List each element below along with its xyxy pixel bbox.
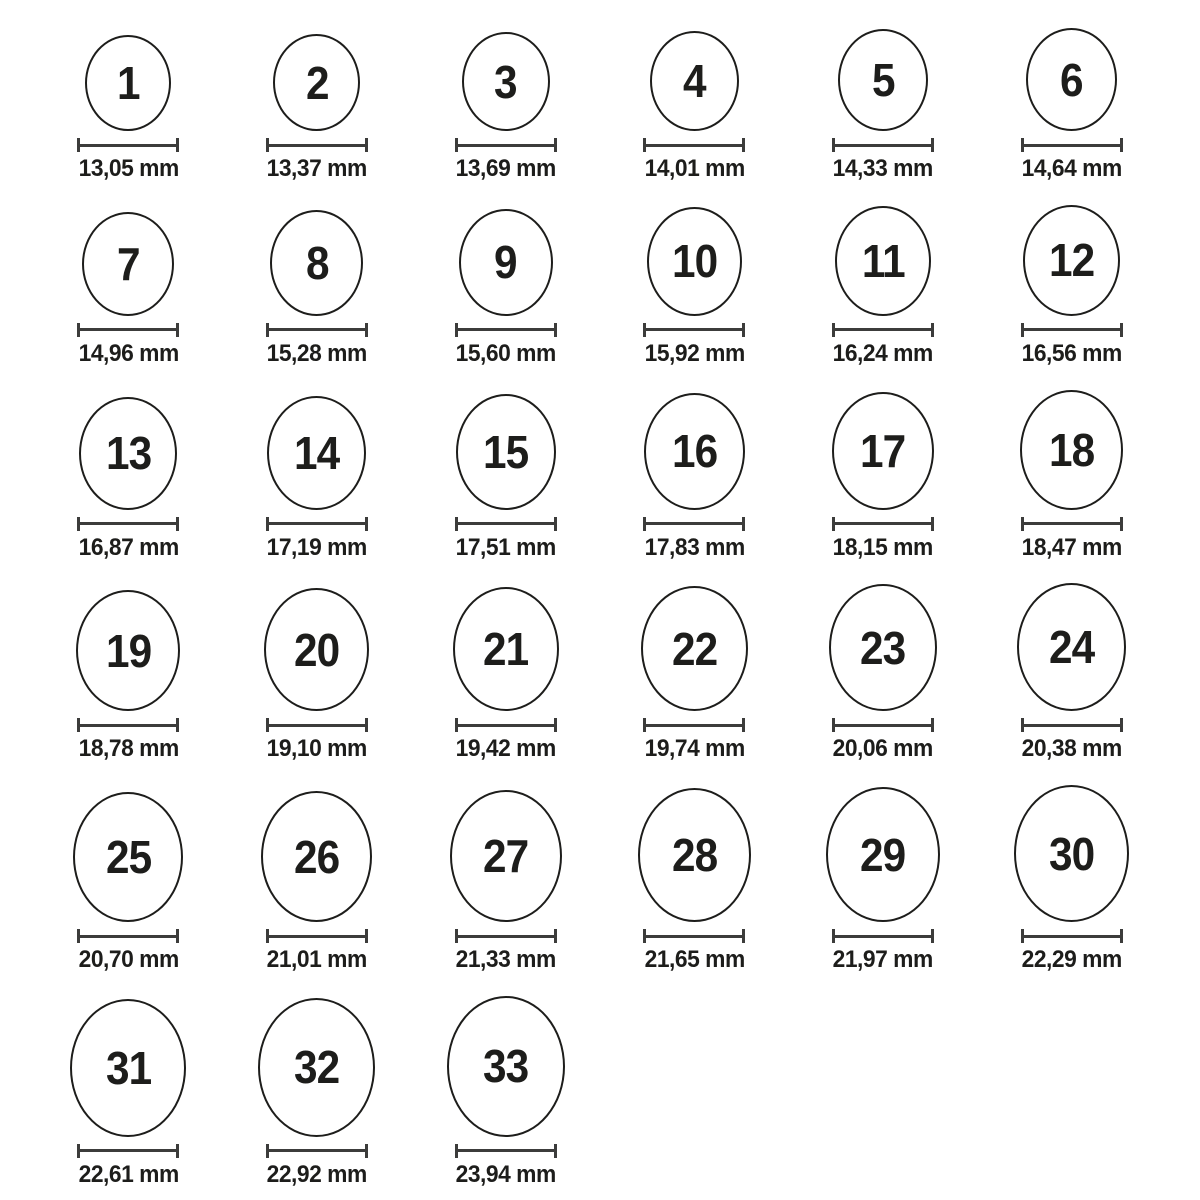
ring-size-number: 1: [117, 57, 140, 109]
ring-size-item: [261, 791, 372, 975]
ring-circle: [73, 792, 183, 922]
ring-circle: [76, 590, 180, 711]
diameter-label: 20,70 mm: [78, 946, 179, 974]
diameter-measure-line: [832, 138, 934, 152]
measure-bar: [835, 328, 931, 331]
diameter-measure-line: [455, 517, 557, 531]
measure-right-tick: [554, 718, 557, 732]
ring-size-number: 16: [671, 425, 717, 478]
measure-right-tick: [742, 517, 745, 531]
measure-bar: [1024, 328, 1120, 331]
diameter-label: 18,47 mm: [1021, 533, 1122, 561]
diameter-measure-line: [455, 1144, 557, 1158]
diameter-measure-line: [1021, 517, 1123, 531]
measure-right-tick: [176, 323, 179, 337]
measure-right-tick: [365, 1144, 368, 1158]
ring-size-number: 22: [671, 622, 717, 675]
diameter-label: 22,29 mm: [1021, 946, 1122, 974]
ring-circle: [832, 392, 934, 510]
ring-size-item: [642, 393, 747, 563]
diameter-label: 18,15 mm: [832, 533, 934, 561]
ring-circle: [79, 397, 177, 510]
diameter-label: 14,96 mm: [78, 339, 179, 367]
diameter-label: 13,05 mm: [78, 155, 179, 182]
diameter-label: 19,10 mm: [266, 735, 368, 763]
ring-size-number: 26: [294, 830, 340, 883]
diameter-measure-line: [77, 1144, 179, 1158]
diameter-label: 14,33 mm: [832, 155, 934, 182]
ring-size-number: 7: [117, 237, 140, 290]
measure-bar: [835, 144, 931, 147]
measure-bar: [80, 522, 176, 525]
ring-size-item: [264, 34, 369, 184]
measure-right-tick: [365, 517, 368, 531]
measure-bar: [1024, 522, 1120, 525]
ring-size-number: 24: [1049, 621, 1095, 674]
diameter-measure-line: [643, 718, 745, 732]
diameter-measure-line: [832, 929, 934, 943]
measure-right-tick: [1120, 138, 1123, 152]
ring-size-item: [453, 32, 558, 184]
measure-right-tick: [1120, 323, 1123, 337]
ring-size-number: 9: [494, 236, 517, 289]
diameter-label: 15,92 mm: [644, 339, 745, 367]
measure-bar: [80, 328, 176, 331]
ring-circle: [453, 587, 559, 711]
diameter-measure-line: [643, 323, 745, 337]
ring-circle: [85, 35, 171, 131]
ring-circle: [650, 31, 739, 131]
measure-bar: [269, 522, 365, 525]
ring-size-item: [642, 31, 747, 184]
measure-right-tick: [554, 929, 557, 943]
ring-size-item: [453, 209, 558, 369]
measure-right-tick: [1120, 517, 1123, 531]
measure-bar: [80, 1149, 176, 1152]
ring-size-number: 15: [483, 425, 529, 478]
ring-size-item: [264, 210, 369, 369]
diameter-label: 15,28 mm: [266, 339, 368, 367]
ring-circle: [459, 209, 553, 316]
ring-circle: [829, 584, 937, 711]
diameter-measure-line: [266, 718, 368, 732]
measure-right-tick: [931, 929, 934, 943]
ring-size-item: [642, 207, 747, 369]
ring-circle: [261, 791, 372, 922]
measure-right-tick: [742, 138, 745, 152]
ring-size-item: [1019, 28, 1124, 184]
diameter-measure-line: [77, 323, 179, 337]
diameter-label: 23,94 mm: [455, 1160, 556, 1188]
ring-circle: [456, 394, 556, 510]
measure-right-tick: [365, 929, 368, 943]
ring-size-number: 21: [483, 623, 529, 676]
ring-size-item: [641, 586, 748, 764]
ring-circle: [647, 207, 742, 316]
diameter-label: 14,64 mm: [1021, 155, 1122, 182]
diameter-label: 22,92 mm: [266, 1160, 368, 1188]
ring-circle: [641, 586, 748, 711]
ring-circle: [270, 210, 363, 316]
diameter-measure-line: [77, 718, 179, 732]
ring-circle: [644, 393, 745, 510]
measure-right-tick: [931, 323, 934, 337]
diameter-measure-line: [1021, 323, 1123, 337]
ring-size-item: [76, 397, 181, 563]
ring-size-number: 17: [860, 424, 906, 477]
measure-right-tick: [176, 1144, 179, 1158]
ring-size-item: [73, 792, 183, 975]
ring-size-item: [264, 396, 369, 563]
diameter-measure-line: [455, 929, 557, 943]
ring-size-number: 19: [105, 624, 151, 677]
ring-size-item: [447, 996, 565, 1190]
ring-size-item: [1014, 785, 1129, 975]
diameter-measure-line: [455, 138, 557, 152]
ring-circle: [273, 34, 360, 131]
ring-size-number: 4: [683, 55, 706, 107]
measure-bar: [1024, 144, 1120, 147]
diameter-measure-line: [266, 323, 368, 337]
ring-size-number: 6: [1060, 53, 1083, 106]
measure-bar: [835, 522, 931, 525]
measure-bar: [646, 724, 742, 727]
ring-size-item: [76, 35, 181, 184]
diameter-label: 20,38 mm: [1021, 735, 1122, 763]
diameter-measure-line: [832, 718, 934, 732]
diameter-measure-line: [266, 517, 368, 531]
ring-circle: [638, 788, 751, 922]
ring-size-item: [1019, 205, 1124, 369]
measure-bar: [269, 935, 365, 938]
measure-right-tick: [742, 929, 745, 943]
diameter-measure-line: [643, 929, 745, 943]
ring-size-number: 31: [105, 1041, 151, 1094]
measure-right-tick: [931, 517, 934, 531]
diameter-label: 21,01 mm: [266, 946, 368, 974]
ring-size-item: [830, 206, 935, 369]
ring-size-number: 18: [1049, 423, 1095, 476]
diameter-label: 19,42 mm: [455, 735, 556, 763]
ring-circle: [1023, 205, 1120, 316]
measure-right-tick: [1120, 929, 1123, 943]
measure-right-tick: [554, 138, 557, 152]
measure-bar: [1024, 935, 1120, 938]
measure-bar: [458, 1149, 554, 1152]
measure-right-tick: [365, 138, 368, 152]
ring-circle: [70, 999, 186, 1137]
ring-size-number: 8: [305, 236, 329, 289]
measure-right-tick: [176, 138, 179, 152]
diameter-label: 18,78 mm: [78, 735, 179, 763]
diameter-label: 16,24 mm: [832, 339, 934, 367]
ring-size-number: 30: [1049, 827, 1095, 880]
ring-circle: [838, 29, 928, 131]
measure-right-tick: [365, 323, 368, 337]
ring-size-item: [453, 394, 558, 563]
diameter-label: 15,60 mm: [455, 339, 556, 367]
measure-bar: [646, 522, 742, 525]
measure-bar: [835, 935, 931, 938]
ring-size-item: [830, 392, 935, 563]
ring-size-item: [453, 587, 559, 764]
ring-size-item: [450, 790, 562, 975]
ring-size-number: 5: [871, 54, 895, 106]
ring-circle: [826, 787, 940, 922]
diameter-measure-line: [1021, 929, 1123, 943]
ring-circle: [447, 996, 565, 1137]
measure-bar: [269, 144, 365, 147]
measure-bar: [458, 328, 554, 331]
diameter-label: 16,87 mm: [78, 533, 179, 561]
ring-circle: [264, 588, 369, 711]
ring-circle: [1017, 583, 1126, 711]
ring-size-number: 25: [105, 831, 151, 884]
diameter-measure-line: [832, 517, 934, 531]
measure-bar: [458, 522, 554, 525]
diameter-label: 20,06 mm: [832, 735, 934, 763]
ring-size-item: [1017, 583, 1126, 764]
ring-circle: [1020, 390, 1123, 510]
ring-size-number: 2: [305, 56, 329, 109]
measure-right-tick: [554, 517, 557, 531]
measure-bar: [269, 1149, 365, 1152]
measure-bar: [646, 328, 742, 331]
diameter-measure-line: [266, 929, 368, 943]
measure-right-tick: [931, 718, 934, 732]
diameter-measure-line: [643, 138, 745, 152]
measure-right-tick: [554, 1144, 557, 1158]
diameter-label: 21,65 mm: [644, 946, 745, 974]
diameter-measure-line: [77, 517, 179, 531]
ring-size-number: 20: [294, 623, 340, 676]
measure-bar: [458, 144, 554, 147]
measure-right-tick: [1120, 718, 1123, 732]
ring-size-number: 12: [1049, 234, 1095, 287]
ring-circle: [1026, 28, 1117, 131]
diameter-label: 13,69 mm: [455, 155, 556, 182]
ring-size-item: [264, 588, 369, 764]
measure-right-tick: [931, 138, 934, 152]
diameter-measure-line: [643, 517, 745, 531]
diameter-measure-line: [1021, 138, 1123, 152]
ring-circle: [462, 32, 550, 131]
diameter-measure-line: [1021, 718, 1123, 732]
measure-bar: [646, 144, 742, 147]
diameter-label: 21,97 mm: [832, 946, 934, 974]
measure-bar: [1024, 724, 1120, 727]
ring-size-item: [1019, 390, 1124, 563]
measure-right-tick: [554, 323, 557, 337]
ring-size-item: [70, 999, 186, 1190]
diameter-label: 19,74 mm: [644, 735, 745, 763]
ring-circle: [258, 998, 375, 1137]
ring-size-number: 33: [483, 1040, 529, 1093]
ring-size-item: [76, 590, 181, 764]
measure-bar: [458, 935, 554, 938]
ring-size-number: 3: [494, 55, 517, 108]
diameter-measure-line: [77, 138, 179, 152]
ring-circle: [82, 212, 174, 316]
measure-bar: [269, 328, 365, 331]
diameter-label: 14,01 mm: [644, 155, 745, 182]
ring-size-number: 32: [294, 1041, 340, 1094]
measure-bar: [80, 144, 176, 147]
ring-size-item: [258, 998, 375, 1190]
diameter-measure-line: [455, 323, 557, 337]
diameter-label: 16,56 mm: [1021, 339, 1122, 367]
diameter-label: 17,19 mm: [266, 533, 368, 561]
ring-size-number: 13: [105, 427, 151, 480]
measure-right-tick: [176, 517, 179, 531]
ring-size-item: [830, 29, 935, 184]
ring-circle: [267, 396, 366, 510]
ring-size-number: 23: [860, 621, 906, 674]
measure-right-tick: [176, 718, 179, 732]
ring-size-item: [638, 788, 751, 975]
diameter-measure-line: [77, 929, 179, 943]
diameter-label: 21,33 mm: [455, 946, 556, 974]
diameter-measure-line: [455, 718, 557, 732]
ring-size-item: [826, 787, 940, 975]
measure-right-tick: [365, 718, 368, 732]
diameter-measure-line: [266, 1144, 368, 1158]
ring-size-number: 27: [483, 830, 529, 883]
measure-right-tick: [176, 929, 179, 943]
ring-size-item: [829, 584, 937, 764]
ring-size-item: [76, 212, 181, 369]
ring-circle: [835, 206, 931, 316]
diameter-label: 17,51 mm: [455, 533, 556, 561]
diameter-label: 13,37 mm: [266, 155, 368, 182]
measure-bar: [458, 724, 554, 727]
diameter-measure-line: [832, 323, 934, 337]
ring-size-number: 14: [294, 426, 340, 479]
ring-circle: [450, 790, 562, 922]
diameter-label: 17,83 mm: [644, 533, 745, 561]
ring-size-number: 10: [671, 235, 717, 288]
measure-right-tick: [742, 718, 745, 732]
diameter-label: 22,61 mm: [78, 1160, 179, 1188]
ring-size-number: 28: [671, 829, 717, 882]
ring-size-number: 29: [860, 828, 906, 881]
diameter-measure-line: [266, 138, 368, 152]
measure-bar: [80, 724, 176, 727]
measure-bar: [646, 935, 742, 938]
ring-circle: [1014, 785, 1129, 922]
measure-bar: [269, 724, 365, 727]
measure-right-tick: [742, 323, 745, 337]
measure-bar: [80, 935, 176, 938]
measure-bar: [835, 724, 931, 727]
ring-size-number: 11: [861, 234, 905, 287]
